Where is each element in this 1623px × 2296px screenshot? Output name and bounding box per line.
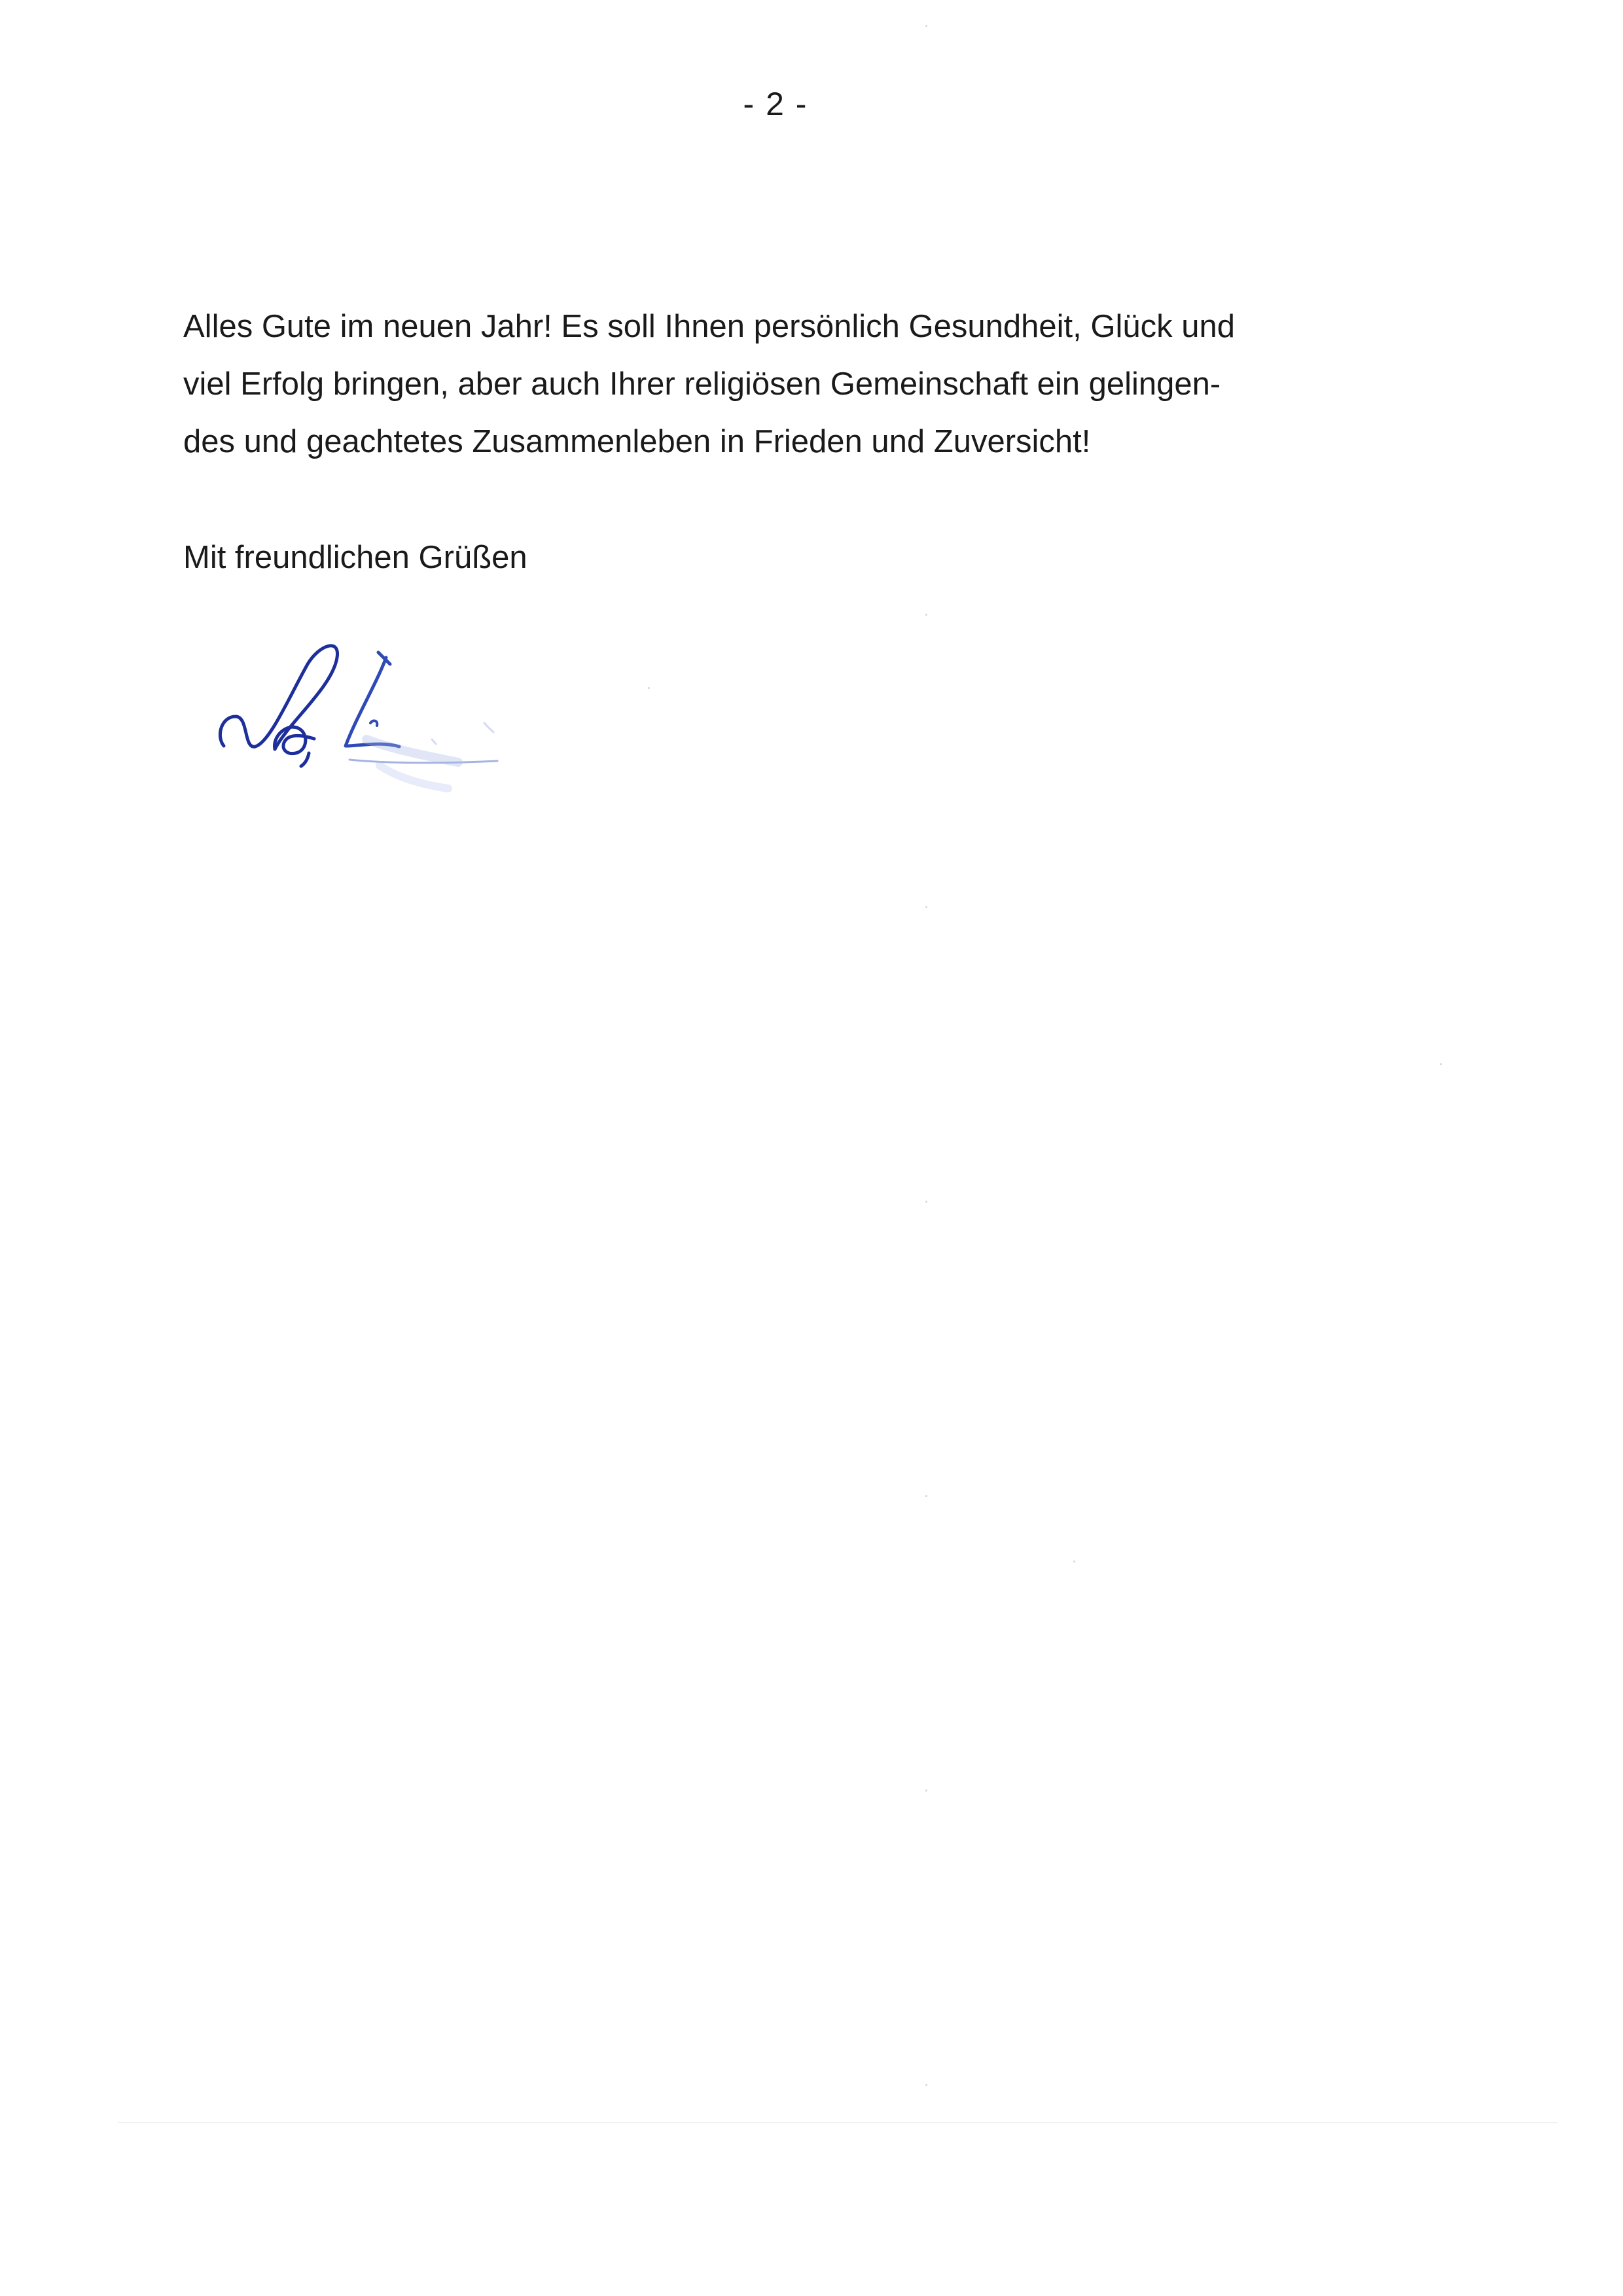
letter-paragraph [183, 298, 1427, 470]
closing-salutation: Mit freundlichen Grüßen [183, 540, 527, 575]
signature-mark-second [346, 652, 497, 788]
signature-initial-first [220, 646, 337, 766]
scan-speck [925, 1495, 927, 1497]
page-number: - 2 - [743, 86, 808, 122]
scan-speck [925, 614, 927, 616]
scan-speck [1440, 1063, 1442, 1065]
scan-speck [925, 25, 927, 27]
scan-speck [1073, 1561, 1075, 1563]
scan-speck [925, 1201, 927, 1203]
scan-edge-line [118, 2122, 1558, 2123]
scan-speck [925, 906, 927, 908]
handwritten-signature [209, 625, 641, 821]
paragraph-line: des und geachtetes Zusammenleben in Frieden und Zuversicht! [183, 424, 1091, 459]
paragraph-line: Alles Gute im neuen Jahr! Es soll Ihnen persönlich Gesundheit, Glück und [183, 309, 1235, 344]
scan-speck [925, 1790, 927, 1792]
paragraph-line: viel Erfolg bringen, aber auch Ihrer religiösen Gemeinschaft ein gelingen- [183, 366, 1221, 402]
scan-speck [925, 2084, 927, 2086]
scan-speck [648, 687, 650, 689]
